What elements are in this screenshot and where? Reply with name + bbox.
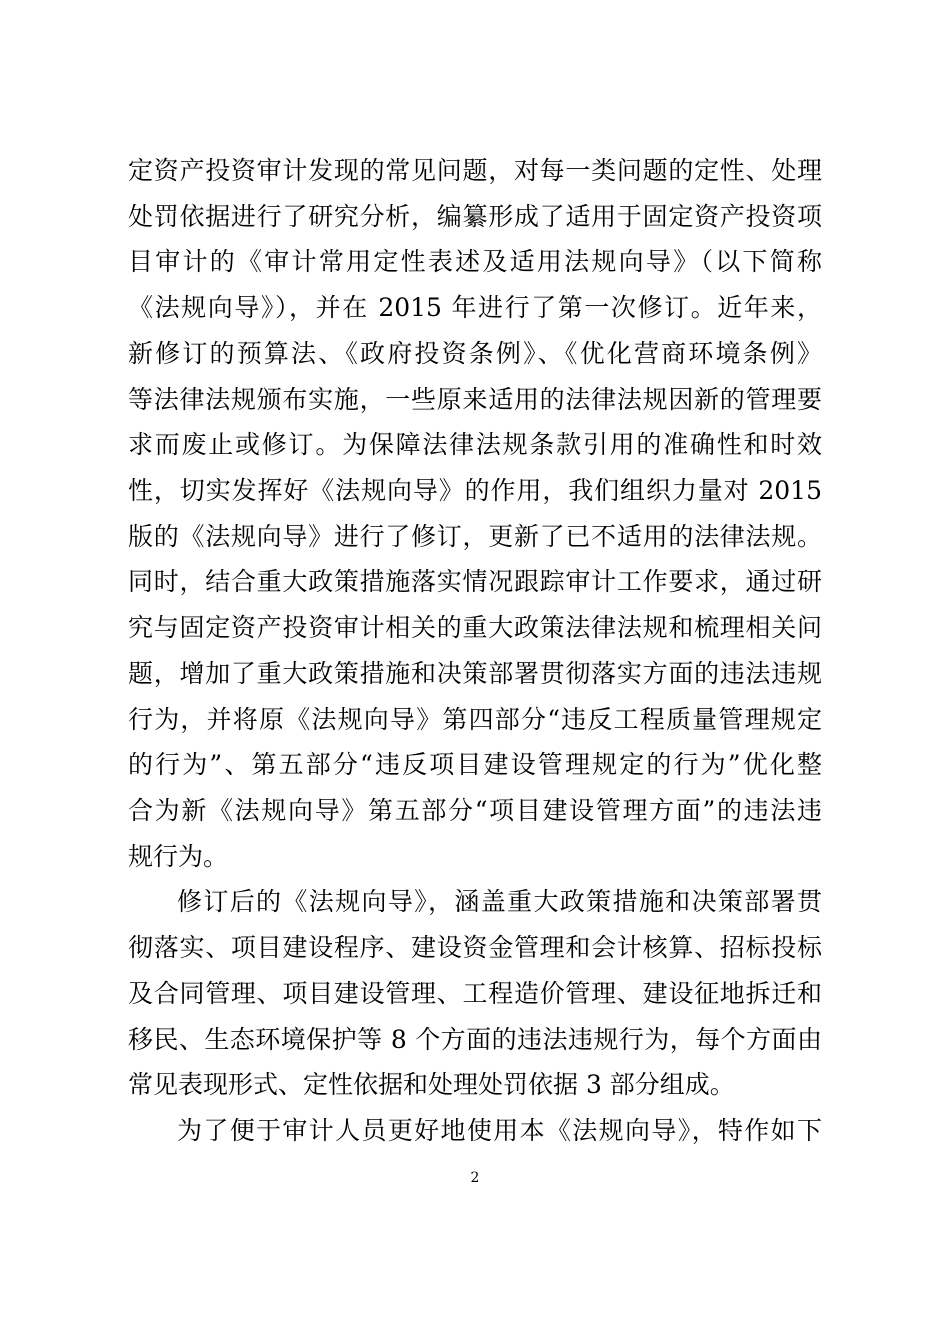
- paragraph-1-line-14: 的行为”、第五部分“违反项目建设管理规定的行为”优化整: [128, 750, 822, 779]
- paragraph-1-line-2: 处罚依据进行了研究分析，编纂形成了适用于固定资产投资项: [128, 202, 822, 231]
- paragraph-1-line-8: 性，切实发挥好《法规向导》的作用，我们组织力量对 2015: [128, 476, 822, 505]
- paragraph-2-line-2: 彻落实、项目建设程序、建设资金管理和会计核算、招标投标: [128, 933, 822, 962]
- paragraph-3-line-1: 为了便于审计人员更好地使用本《法规向导》，特作如下: [177, 1116, 822, 1145]
- paragraph-2-line-3: 及合同管理、项目建设管理、工程造价管理、建设征地拆迁和: [128, 979, 822, 1008]
- paragraph-1-line-13: 行为，并将原《法规向导》第四部分“违反工程质量管理规定: [128, 705, 822, 734]
- paragraph-1-line-16: 规行为。: [128, 842, 229, 871]
- paragraph-2-line-4: 移民、生态环境保护等 8 个方面的违法违规行为，每个方面由: [128, 1025, 822, 1054]
- paragraph-2-line-5: 常见表现形式、定性依据和处理处罚依据 3 部分组成。: [128, 1070, 735, 1099]
- paragraph-1-line-15: 合为新《法规向导》第五部分“项目建设管理方面”的违法违: [128, 796, 822, 825]
- paragraph-1-line-10: 同时，结合重大政策措施落实情况跟踪审计工作要求，通过研: [128, 567, 822, 596]
- paragraph-1-line-1: 定资产投资审计发现的常见问题，对每一类问题的定性、处理: [128, 156, 822, 185]
- paragraph-1-line-11: 究与固定资产投资审计相关的重大政策法律法规和梳理相关问: [128, 613, 822, 642]
- paragraph-1-line-7: 求而废止或修订。为保障法律法规条款引用的准确性和时效: [128, 430, 822, 459]
- paragraph-1-line-3: 目审计的《审计常用定性表述及适用法规向导》（以下简称: [128, 247, 822, 276]
- paragraph-1-line-9: 版的《法规向导》进行了修订，更新了已不适用的法律法规。: [128, 522, 822, 551]
- page-number: 2: [470, 1170, 480, 1186]
- paragraph-1-line-4: 《法规向导》），并在 2015 年进行了第一次修订。近年来，: [128, 293, 822, 322]
- paragraph-1-line-12: 题，增加了重大政策措施和决策部署贯彻落实方面的违法违规: [128, 659, 822, 688]
- paragraph-1-line-6: 等法律法规颁布实施，一些原来适用的法律法规因新的管理要: [128, 385, 822, 414]
- paragraph-1-line-5: 新修订的预算法、《政府投资条例》、《优化营商环境条例》: [128, 339, 822, 368]
- paragraph-2-line-1: 修订后的《法规向导》，涵盖重大政策措施和决策部署贯: [177, 887, 822, 916]
